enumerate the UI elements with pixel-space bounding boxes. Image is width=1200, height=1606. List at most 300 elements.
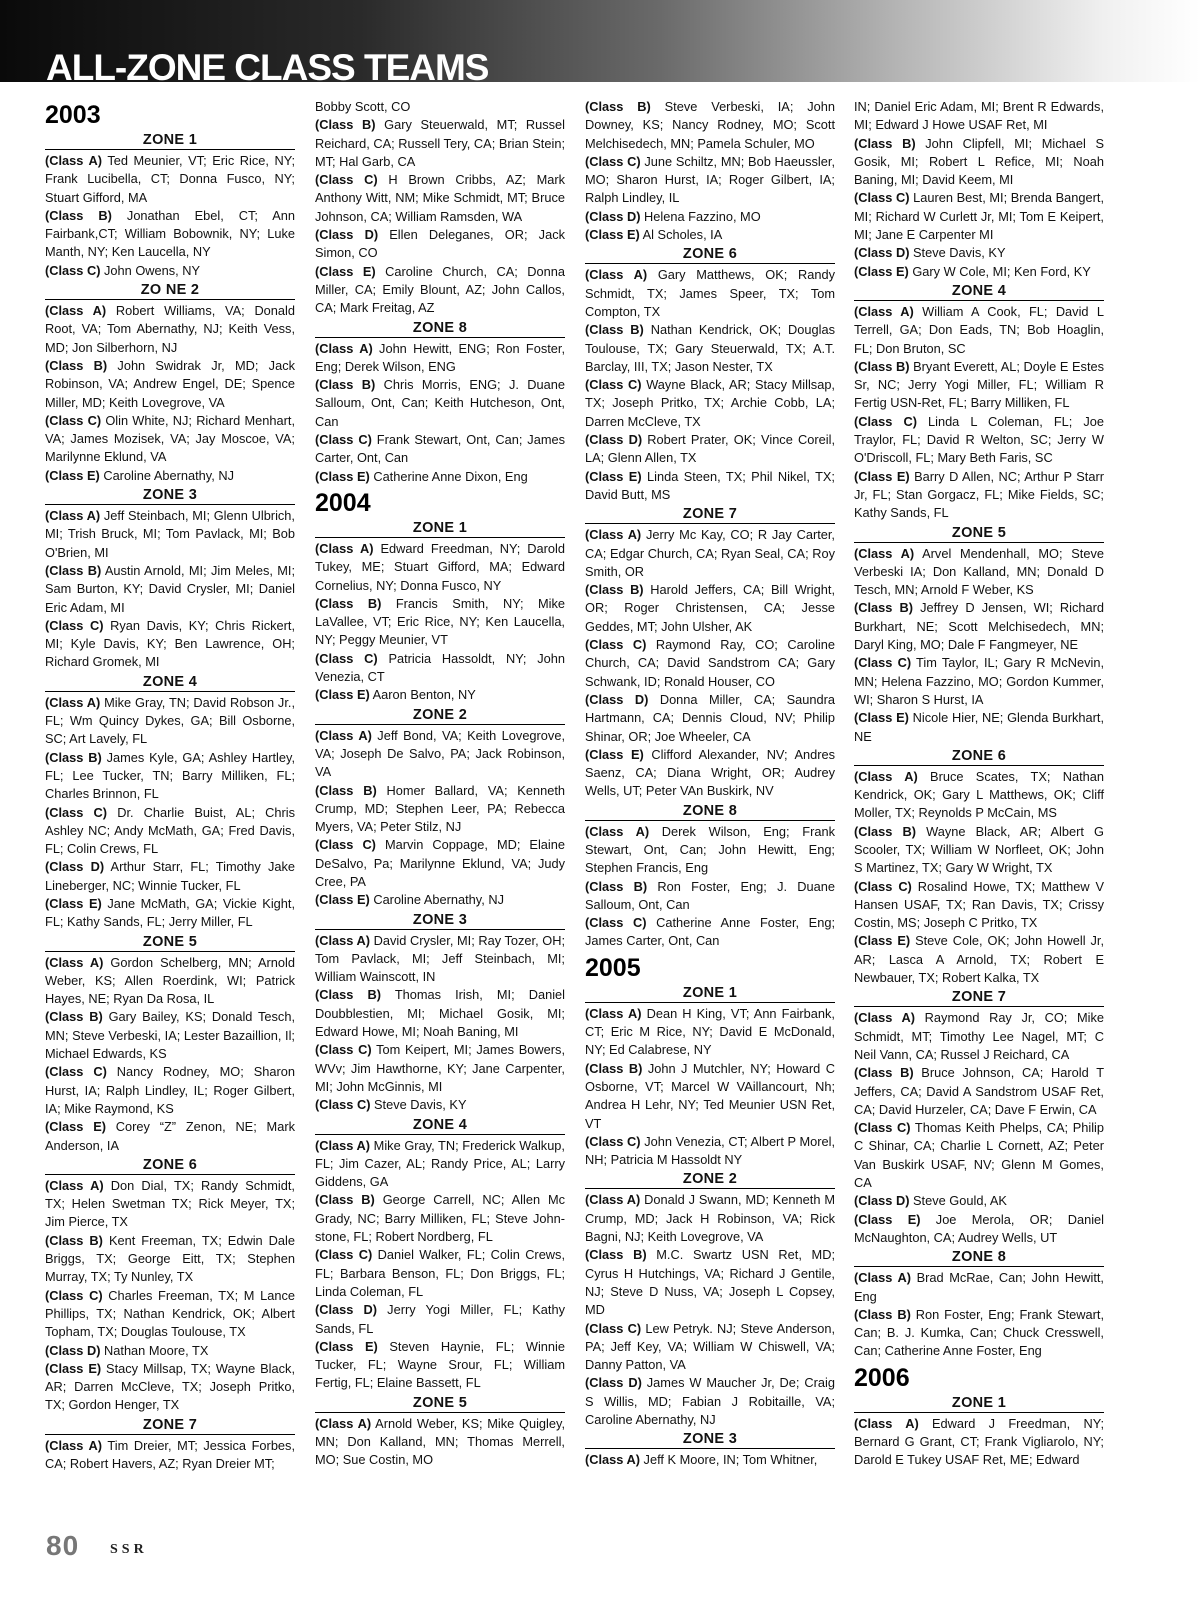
class-label: (Class C) [585, 1133, 641, 1149]
class-members: Bruce Scates, TX; Nathan Kendrick, OK; Gary L Matthews, OK; Cliff Moller, TX; Reynolds P McCain, MS [854, 768, 1104, 821]
class-members: Tom Keipert, MI; James Bowers, WVv; Jim Hawthorne, KY; Jane Carpenter, MI; John McGinnis, MI [315, 1042, 565, 1094]
class-members: Linda Steen, TX; Phil Nikel, TX; David Butt, MS [585, 468, 835, 502]
class-members: M.C. Swartz USN Ret, MD; Cyrus H Hutchings, VA; Richard J Gentile, NJ; Steve D Nuss, VA; Joseph L Copsey, MD [585, 1247, 836, 1318]
class-label: (Class A) [45, 303, 107, 319]
class-label: (Class C) [315, 1097, 371, 1113]
class-members: Charles Freeman, TX; M Lance Phillips, TX; Nathan Kendrick, OK; Albert Topham, TX; Douglas Toulouse, TX [45, 1287, 296, 1340]
class-label: (Class A) [854, 545, 915, 561]
class-entry [315, 686, 565, 704]
class-entry [315, 932, 565, 987]
class-entry [585, 208, 835, 226]
class-label: (Class A) [585, 1452, 640, 1468]
class-label: (Class B) [854, 600, 914, 616]
class-label: (Class D) [585, 432, 643, 448]
class-label: (Class A) [315, 932, 371, 948]
class-entry [315, 1137, 565, 1192]
class-members: Steven Haynie, FL; Winnie Tucker, FL; Wayne Srour, FL; William Fertig, FL; Elaine Bassett, FL [315, 1338, 565, 1391]
zone-heading: ZONE 8 [854, 1249, 1104, 1267]
class-entry [45, 467, 295, 485]
class-entry [585, 376, 835, 431]
class-members: Steve Gould, AK [909, 1193, 1007, 1209]
class-label: (Class B) [315, 1192, 375, 1208]
class-label: (Class E) [854, 1211, 921, 1227]
class-label: (Class A) [45, 1177, 104, 1193]
class-label: (Class E) [315, 687, 370, 703]
zone-heading: ZONE 5 [45, 934, 295, 952]
class-members: Gary Steuerwald, MT; Russel Reichard, CA; Russell Tery, CA; Brian Stein; MT; Hal Garb, CA [315, 117, 566, 169]
class-entry [315, 116, 565, 171]
class-members: Bryant Everett, AL; Doyle E Estes Sr, NC; Jerry Yogi Miller, FL; William R Fertig USN-Ret, FL; Barry Milliken, FL [854, 358, 1105, 411]
class-label: (Class A) [315, 1415, 372, 1431]
class-entry [315, 468, 565, 486]
class-label: (Class A) [854, 1415, 919, 1431]
class-label: (Class D) [315, 1302, 378, 1318]
class-label: (Class C) [854, 655, 912, 671]
class-entry [854, 244, 1104, 262]
class-entry [315, 986, 565, 1041]
class-members: Mike Gray, TN; Frederick Walkup, FL; Jim Cazer, AL; Randy Price, AL; Larry Giddens, GA [315, 1137, 565, 1190]
class-members: Gary W Cole, MI; Ken Ford, KY [908, 263, 1091, 279]
class-entry [585, 1451, 835, 1469]
class-members: Chris Morris, ENG; J. Duane Salloum, Ont, Can; Keith Hutcheson, Ont, Can [315, 377, 566, 429]
year-heading: 2006 [854, 1363, 910, 1392]
class-entry [854, 303, 1104, 358]
class-members: Harold Jeffers, CA; Bill Wright, OR; Roger Christensen, CA; Jesse Geddes, MT; John Ulsher, AK [585, 582, 835, 634]
class-members: John Venezia, CT; Albert P Morel, NH; Patricia M Hassoldt NY [585, 1133, 836, 1168]
class-label: (Class B) [585, 878, 648, 894]
page-number: 80 [46, 1530, 80, 1561]
class-label: (Class C) [854, 1120, 911, 1136]
class-label: (Class E) [854, 933, 911, 949]
class-entry [854, 1211, 1104, 1248]
class-members: Raymond Ray, CO; Caroline Church, CA; David Sandstrom CA; Gary Schwank, ID; Ronald Houser, CO [585, 637, 835, 689]
class-entry [585, 878, 835, 915]
class-entry [315, 98, 565, 116]
class-label: (Class B) [315, 117, 376, 133]
column-3 [585, 98, 835, 1470]
class-label: (Class C) [45, 262, 101, 278]
year-heading: 2003 [45, 101, 101, 129]
class-members: John Owens, NY [100, 262, 201, 278]
class-entry [315, 1096, 565, 1114]
class-label: (Class B) [45, 1009, 103, 1025]
zone-heading: ZONE 6 [45, 1157, 295, 1175]
class-label: (Class D) [854, 1193, 910, 1209]
class-members: Al Scholes, IA [639, 227, 723, 243]
class-entry [585, 226, 835, 244]
zone-heading: ZONE 6 [854, 748, 1104, 766]
class-label: (Class A) [585, 267, 648, 283]
class-members: Donald J Swann, MD; Kenneth M Crump, MD; Jack H Robinson, VA; Rick Bagni, NJ; Keith Lovegrove, VA [585, 1192, 835, 1245]
class-members: IN; Daniel Eric Adam, MI; Brent R Edwards, MI; Edward J Howe USAF Ret, MI [854, 99, 1104, 133]
class-label: (Class B) [315, 987, 381, 1003]
class-members: Ron Foster, Eng; J. Duane Salloum, Ont, Can [585, 878, 836, 912]
class-entry [45, 1177, 295, 1232]
class-label: (Class C) [585, 377, 642, 393]
class-entry [854, 1009, 1104, 1064]
class-label: (Class C) [315, 1247, 373, 1263]
class-members: Aaron Benton, NY [369, 687, 476, 703]
class-entry [45, 1008, 295, 1063]
class-entry [854, 358, 1104, 413]
class-label: (Class D) [585, 1375, 642, 1391]
class-entry [315, 782, 565, 837]
class-entry [45, 507, 295, 562]
class-entry [45, 858, 295, 895]
class-members: Steve Davis, KY [370, 1097, 467, 1113]
class-label: (Class E) [585, 227, 640, 243]
zone-heading: ZONE 6 [585, 246, 835, 264]
class-label: (Class A) [854, 1010, 916, 1026]
class-entry [585, 1320, 835, 1375]
class-entry [45, 1118, 295, 1155]
class-label: (Class A) [45, 508, 101, 524]
class-label: (Class B) [585, 1060, 643, 1076]
class-members: Jeff K Moore, IN; Tom Whitner, [640, 1452, 818, 1468]
class-members: H Brown Cribbs, AZ; Mark Anthony Witt, NM; Mike Schmidt, MT; Bruce Johnson, CA; William Ramsden, WA [315, 172, 566, 224]
class-members: David Crysler, MI; Ray Tozer, OH; Tom Pavlack, MI; Jeff Steinbach, MI; William Wainscott, IN [315, 932, 566, 985]
class-label: (Class A) [854, 303, 914, 319]
class-entry [854, 98, 1104, 135]
class-entry [854, 1306, 1104, 1361]
class-entry [45, 152, 295, 207]
zone-heading: ZONE 1 [585, 985, 835, 1003]
class-label: (Class A) [45, 694, 101, 710]
class-label: (Class E) [585, 746, 644, 762]
class-entry [45, 694, 295, 749]
class-label: (Class A) [315, 727, 372, 743]
class-label: (Class C) [585, 1320, 642, 1336]
class-label: (Class B) [854, 823, 917, 839]
columns [0, 98, 1200, 1548]
class-members: Ryan Davis, KY; Chris Rickert, MI; Kyle Davis, KY; Ben Lawrence, OH; Richard Gromek, MI [45, 617, 296, 670]
class-entry [45, 412, 295, 467]
zone-heading: ZONE 7 [585, 506, 835, 524]
class-entry [585, 321, 835, 376]
class-entry [854, 1192, 1104, 1210]
class-members: Helena Fazzino, MO [640, 208, 761, 224]
class-label: (Class A) [315, 340, 373, 356]
class-entry [315, 376, 565, 431]
zone-heading: ZO NE 2 [45, 282, 295, 300]
class-members: Don Dial, TX; Randy Schmidt, TX; Helen Swetman TX; Rick Meyer, TX; Jim Pierce, TX [45, 1177, 295, 1230]
class-label: (Class C) [315, 432, 372, 448]
zone-heading: ZONE 2 [585, 1171, 835, 1189]
class-entry [585, 1060, 835, 1133]
class-members: Ron Foster, Eng; Frank Stewart, Can; B. J. Kumka, Can; Chuck Cresswell, Can; Catherine Anne Foster, Eng [854, 1306, 1105, 1359]
class-label: (Class B) [45, 1232, 103, 1248]
class-label: (Class B) [585, 99, 651, 114]
class-entry [854, 878, 1104, 933]
class-members: Joe Merola, OR; Daniel McNaughton, CA; Audrey Wells, UT [854, 1211, 1104, 1245]
class-label: (Class C) [585, 915, 647, 931]
class-label: (Class E) [315, 263, 376, 279]
class-label: (Class D) [45, 859, 105, 875]
column-1 [45, 98, 295, 1473]
class-label: (Class C) [45, 617, 104, 633]
class-members: Arnold Weber, KS; Mike Quigley, MN; Don Kalland, MN; Thomas Merrell, MO; Sue Costin, MO [315, 1415, 566, 1468]
class-label: (Class B) [45, 562, 102, 578]
class-label: (Class C) [315, 172, 378, 188]
class-label: (Class A) [585, 1005, 642, 1021]
class-entry [854, 823, 1104, 878]
class-entry [315, 1246, 565, 1301]
class-label: (Class E) [854, 710, 909, 726]
class-label: (Class C) [45, 1064, 107, 1080]
class-members: Ted Meunier, VT; Eric Rice, NY; Frank Lucibella, CT; Donna Fusco, NY; Stuart Gifford, MA [45, 153, 295, 205]
class-members: Patricia Hassoldt, NY; John Venezia, CT [315, 650, 565, 685]
zone-heading: ZONE 8 [585, 803, 835, 821]
class-entry [45, 1063, 295, 1118]
class-label: (Class A) [585, 527, 642, 543]
zone-heading: ZONE 2 [315, 707, 565, 725]
class-entry [854, 709, 1104, 746]
class-label: (Class E) [854, 468, 910, 484]
class-members: George Carrell, NC; Allen Mc Grady, NC; Barry Milliken, FL; Steve John-stone, FL; Robert Nordberg, FL [315, 1192, 566, 1245]
class-label: (Class A) [585, 1192, 641, 1208]
class-entry [315, 1041, 565, 1096]
class-members: Wayne Black, AR; Stacy Millsap, TX; Joseph Pritko, TX; Archie Cobb, LA; Darren McCleve, TX [585, 377, 835, 429]
class-label: (Class B) [585, 1247, 647, 1263]
class-label: (Class B) [854, 1065, 914, 1081]
class-members: Stacy Millsap, TX; Wayne Black, AR; Darren McCleve, TX; Joseph Pritko, TX; Gordon Henger, TX [45, 1360, 295, 1413]
class-members: Robert Williams, VA; Donald Root, VA; Tom Abernathy, NJ; Keith Vess, MD; Jon Silberhorn, NJ [45, 303, 295, 355]
class-label: (Class C) [854, 413, 917, 429]
class-entry [45, 262, 295, 280]
class-entry [315, 263, 565, 318]
class-entry [45, 357, 295, 412]
class-entry [585, 823, 835, 878]
class-entry [45, 302, 295, 357]
class-label: (Class B) [45, 207, 112, 223]
class-label: (Class E) [315, 892, 370, 908]
class-entry [854, 1415, 1104, 1470]
class-label: (Class A) [315, 1137, 371, 1153]
class-entry [854, 1064, 1104, 1119]
class-label: (Class E) [854, 263, 909, 279]
class-members: Edward Freedman, NY; Darold Tukey, ME; Stuart Gifford, MA; Edward Cornelius, NY; Donna Fusco, NY [315, 540, 565, 593]
class-label: (Class C) [585, 153, 641, 169]
year-heading: 2005 [585, 953, 641, 982]
class-label: (Class E) [45, 1360, 102, 1376]
class-members: Robert Prater, OK; Vince Coreil, LA; Glenn Allen, TX [585, 432, 835, 466]
class-members: James W Maucher Jr, De; Craig S Willis, MD; Fabian J Robitaille, VA; Caroline Abernathy, NJ [585, 1375, 835, 1427]
class-members: Caroline Abernathy, NJ [99, 467, 234, 483]
class-label: (Class C) [315, 837, 376, 853]
class-entry [585, 153, 835, 208]
class-members: Ellen Deleganes, OR; Jack Simon, CO [315, 227, 565, 261]
class-members: Catherine Anne Foster, Eng; James Carter, Ont, Can [585, 915, 835, 949]
class-entry [45, 617, 295, 672]
class-members: Francis Smith, NY; Mike LaVallee, VT; Eric Rice, NY; Ken Laucella, NY; Peggy Meunier, VT [315, 595, 566, 648]
column-4 [854, 98, 1104, 1470]
class-members: Arvel Mendenhall, MO; Steve Verbeski IA; Don Kalland, MN; Donald D Tesch, MN; Arnold F Weber, KS [854, 545, 1104, 598]
class-entry [854, 468, 1104, 523]
class-label: (Class A) [854, 768, 918, 784]
class-label: (Class A) [45, 153, 102, 168]
class-members: Jonathan Ebel, CT; Ann Fairbank,CT; William Bobownik, NY; Luke Manth, NY; Ken Laucella, NY [45, 207, 296, 260]
class-members: Catherine Anne Dixon, Eng [369, 468, 528, 484]
class-entry [585, 1374, 835, 1429]
class-members: Bruce Johnson, CA; Harold T Jeffers, CA; David A Sandstrom USAF Ret, CA; David Hurzeler, CA; Dave F Erwin, CA [854, 1065, 1105, 1117]
class-members: Donna Miller, CA; Saundra Hartmann, CA; Dennis Cloud, NV; Philip Shinar, OR; Joe Wheeler, CA [585, 691, 836, 744]
class-entry [45, 1342, 295, 1360]
class-label: (Class B) [854, 1306, 911, 1322]
class-members: Rosalind Howe, TX; Matthew V Hansen USAF, TX; Ran Davis, TX; Crissy Costin, MS; Joseph C Pritko, TX [854, 878, 1105, 931]
class-members: Jerry Yogi Miller, FL; Kathy Sands, FL [315, 1302, 565, 1336]
class-members: Marvin Coppage, MD; Elaine DeSalvo, Pa; Marilynne Eklund, VA; Judy Cree, PA [315, 837, 565, 889]
class-entry [585, 746, 835, 801]
class-members: Gary Bailey, KS; Donald Tesch, MN; Steve Verbeski, IA; Lester Bazaillion, Il; Michael Edwards, KS [45, 1009, 296, 1062]
class-members: Jeff Steinbach, MI; Glenn Ulbrich, MI; Trish Bruck, MI; Tom Pavlack, MI; Bob O'Brien, MI [45, 508, 295, 560]
year-heading: 2004 [315, 488, 371, 517]
class-entry [585, 98, 835, 153]
class-label: (Class B) [585, 322, 644, 338]
class-members: Dr. Charlie Buist, AL; Chris Ashley NC; Andy McMath, GA; Fred Davis, FL; Colin Crews, FL [45, 804, 296, 857]
class-members: Jane McMath, GA; Vickie Kight, FL; Kathy Sands, FL; Jerry Miller, FL [45, 895, 296, 930]
class-entry [315, 1191, 565, 1246]
class-label: (Class C) [315, 650, 378, 666]
class-members: Dean H King, VT; Ann Fairbank, CT; Eric M Rice, NY; David E McDonald, NY; Ed Calabrese, NY [585, 1005, 835, 1058]
class-label: (Class C) [854, 190, 910, 206]
class-entry [585, 1191, 835, 1246]
class-members: Olin White, NJ; Richard Menhart, VA; James Mozisek, VA; Jay Moscoe, VA; Marilynne Eklund, VA [45, 412, 295, 465]
class-members: Mike Gray, TN; David Robson Jr., FL; Wm Quincy Dykes, GA; Bill Osborne, SC; Art Lavely, FL [45, 694, 295, 747]
class-entry [315, 891, 565, 909]
class-members: Steve Verbeski, IA; John Downey, KS; Nancy Rodney, MO; Scott Melchisedech, MN; Pamela Schuler, MO [585, 99, 835, 151]
zone-heading: ZONE 4 [45, 674, 295, 692]
class-entry [315, 727, 565, 782]
class-entry [45, 1360, 295, 1415]
class-label: (Class A) [315, 540, 374, 556]
class-members: John Swidrak Jr, MD; Jack Robinson, VA; Andrew Engel, DE; Spence Miller, MD; Keith Lovegrove, VA [45, 357, 295, 410]
class-entry [45, 1287, 295, 1342]
class-members: Lew Petryk. NJ; Steve Anderson, PA; Jeff Key, VA; William W Chiswell, VA; Danny Patton, VA [585, 1320, 836, 1373]
class-entry [585, 1133, 835, 1170]
class-members: Gordon Schelberg, MN; Arnold Weber, KS; Allen Roerdink, WI; Patrick Hayes, NE; Ryan Da Rosa, IL [45, 954, 296, 1007]
class-label: (Class B) [45, 357, 108, 373]
class-entry [45, 954, 295, 1009]
class-members: Nathan Moore, TX [100, 1342, 209, 1358]
class-entry [315, 540, 565, 595]
class-entry [45, 895, 295, 932]
page-title: ALL-ZONE CLASS TEAMS [46, 47, 489, 88]
class-label: (Class B) [45, 749, 102, 765]
zone-heading: ZONE 3 [45, 487, 295, 505]
class-entry [45, 1232, 295, 1287]
class-members: Corey “Z” Zenon, NE; Mark Anderson, IA [45, 1119, 295, 1153]
class-label: (Class E) [45, 895, 102, 911]
class-members: John Hewitt, ENG; Ron Foster, Eng; Derek Wilson, ENG [315, 340, 565, 374]
class-label: (Class C) [45, 412, 102, 428]
zone-heading: ZONE 4 [315, 1117, 565, 1135]
class-entry [585, 1005, 835, 1060]
class-label: (Class D) [854, 245, 910, 261]
class-entry [854, 1119, 1104, 1192]
class-entry [854, 545, 1104, 600]
class-entry [854, 135, 1104, 190]
class-members: Nancy Rodney, MO; Sharon Hurst, IA; Ralph Lindley, IL; Roger Gilbert, IA; Mike Raymond, KS [45, 1064, 295, 1116]
class-entry [585, 581, 835, 636]
class-label: (Class D) [45, 1342, 101, 1358]
class-label: (Class B) [585, 582, 644, 598]
class-members: Frank Stewart, Ont, Can; James Carter, Ont, Can [315, 432, 565, 466]
class-entry [585, 468, 835, 505]
class-members: Homer Ballard, VA; Kenneth Crump, MD; Stephen Leer, PA; Rebecca Myers, VA; Peter Stilz, NJ [315, 782, 565, 835]
class-members: June Schiltz, MN; Bob Haeussler, MO; Sharon Hurst, IA; Roger Gilbert, IA; Ralph Lindley, IL [585, 153, 836, 206]
column-2 [315, 98, 565, 1470]
class-members: Linda L Coleman, FL; Joe Traylor, FL; David R Welton, SC; Jerry W O'Driscoll, FL; Mary Beth Faris, SC [854, 413, 1104, 466]
class-label: (Class B) [315, 595, 382, 611]
class-members: John Clipfell, MI; Michael S Gosik, MI; Robert L Refice, MI; Noah Baning, MI; David Keem, MI [854, 135, 1104, 188]
class-members: Clifford Alexander, NV; Andres Saenz, CA; Diana Wright, OR; Audrey Wells, UT; Peter VAn Buskirk, NV [585, 746, 835, 799]
class-label: (Class A) [585, 823, 650, 839]
zone-heading: ZONE 1 [315, 520, 565, 538]
class-entry [315, 431, 565, 468]
class-members: William A Cook, FL; David L Terrell, GA; Don Eads, TN; Bob Hoaglin, FL; Don Bruton, SC [854, 303, 1105, 356]
zone-heading: ZONE 1 [854, 1395, 1104, 1413]
class-entry [315, 1338, 565, 1393]
class-members: Lauren Best, MI; Brenda Bangert, MI; Richard W Curlett Jr, MI; Tom E Keipert, MI; Jane E Carpenter MI [854, 190, 1105, 243]
class-members: James Kyle, GA; Ashley Hartley, FL; Lee Tucker, TN; Barry Milliken, FL; Charles Brinnon, FL [45, 749, 296, 802]
class-label: (Class C) [45, 1287, 103, 1303]
class-members: Jeff Bond, VA; Keith Lovegrove, VA; Joseph De Salvo, PA; Jack Robinson, VA [315, 727, 565, 780]
class-entry [315, 226, 565, 263]
class-entry [585, 1246, 835, 1319]
class-label: (Class B) [854, 135, 916, 151]
class-members: Jerry Mc Kay, CO; R Jay Carter, CA; Edgar Church, CA; Ryan Seal, CA; Roy Smith, OR [585, 527, 835, 579]
class-entry [854, 189, 1104, 244]
zone-heading: ZONE 1 [45, 132, 295, 150]
class-entry [585, 914, 835, 951]
class-entry [45, 804, 295, 859]
class-members: Daniel Walker, FL; Colin Crews, FL; Barbara Benson, FL; Don Briggs, FL; Linda Coleman, FL [315, 1247, 566, 1299]
class-entry [315, 595, 565, 650]
class-entry [854, 599, 1104, 654]
class-members: Brad McRae, Can; John Hewitt, Eng [854, 1270, 1104, 1304]
class-label: (Class E) [315, 468, 370, 484]
class-members: Edward J Freedman, NY; Bernard G Grant, CT; Frank Vigliarolo, NY; Darold E Tukey USAF Ret, ME; Edward [854, 1415, 1104, 1468]
class-label: (Class B) [315, 377, 376, 393]
class-label: (Class E) [45, 1119, 106, 1135]
class-members: Raymond Ray Jr, CO; Mike Schmidt, MT; Timothy Lee Nagel, MT; C Neil Vann, CA; Russel J Reichard, CA [854, 1010, 1104, 1062]
class-members: Bobby Scott, CO [315, 99, 411, 114]
class-label: (Class E) [585, 468, 642, 484]
zone-heading: ZONE 7 [45, 1417, 295, 1435]
class-entry [585, 266, 835, 321]
class-label: (Class D) [585, 691, 649, 707]
class-entry [315, 171, 565, 226]
class-label: (Class D) [315, 227, 379, 243]
zone-heading: ZONE 7 [854, 989, 1104, 1007]
class-entry [854, 768, 1104, 823]
class-entry [585, 691, 835, 746]
class-members: Tim Taylor, IL; Gary R McNevin, MN; Helena Fazzino, MO; Gordon Kummer, WI; Sharon S Hurst, IA [854, 655, 1105, 707]
class-entry [45, 749, 295, 804]
class-entry [585, 431, 835, 468]
class-members: Jeffrey D Jensen, WI; Richard Burkhart, NE; Scott Melchisedech, MN; Daryl King, MO; Dale F Fangmeyer, NE [854, 600, 1105, 653]
class-entry [315, 836, 565, 891]
class-members: Derek Wilson, Eng; Frank Stewart, Ont, Can; John Hewitt, Eng; Stephen Francis, Eng [585, 823, 835, 876]
class-members: John J Mutchler, NY; Howard C Osborne, VT; Marcel W VAillancourt, Nh; Andrea H Lehr, NY; Ted Meunier USN Ret, VT [585, 1060, 835, 1131]
class-members: Steve Davis, KY [909, 245, 1006, 261]
class-entry [45, 207, 295, 262]
class-members: Barry D Allen, NC; Arthur P Starr Jr, FL; Stan Gorgacz, FL; Mike Fields, SC; Kathy Sands, FL [854, 468, 1104, 521]
class-entry [585, 636, 835, 691]
class-entry [585, 526, 835, 581]
class-entry [854, 654, 1104, 709]
zone-heading: ZONE 5 [854, 525, 1104, 543]
